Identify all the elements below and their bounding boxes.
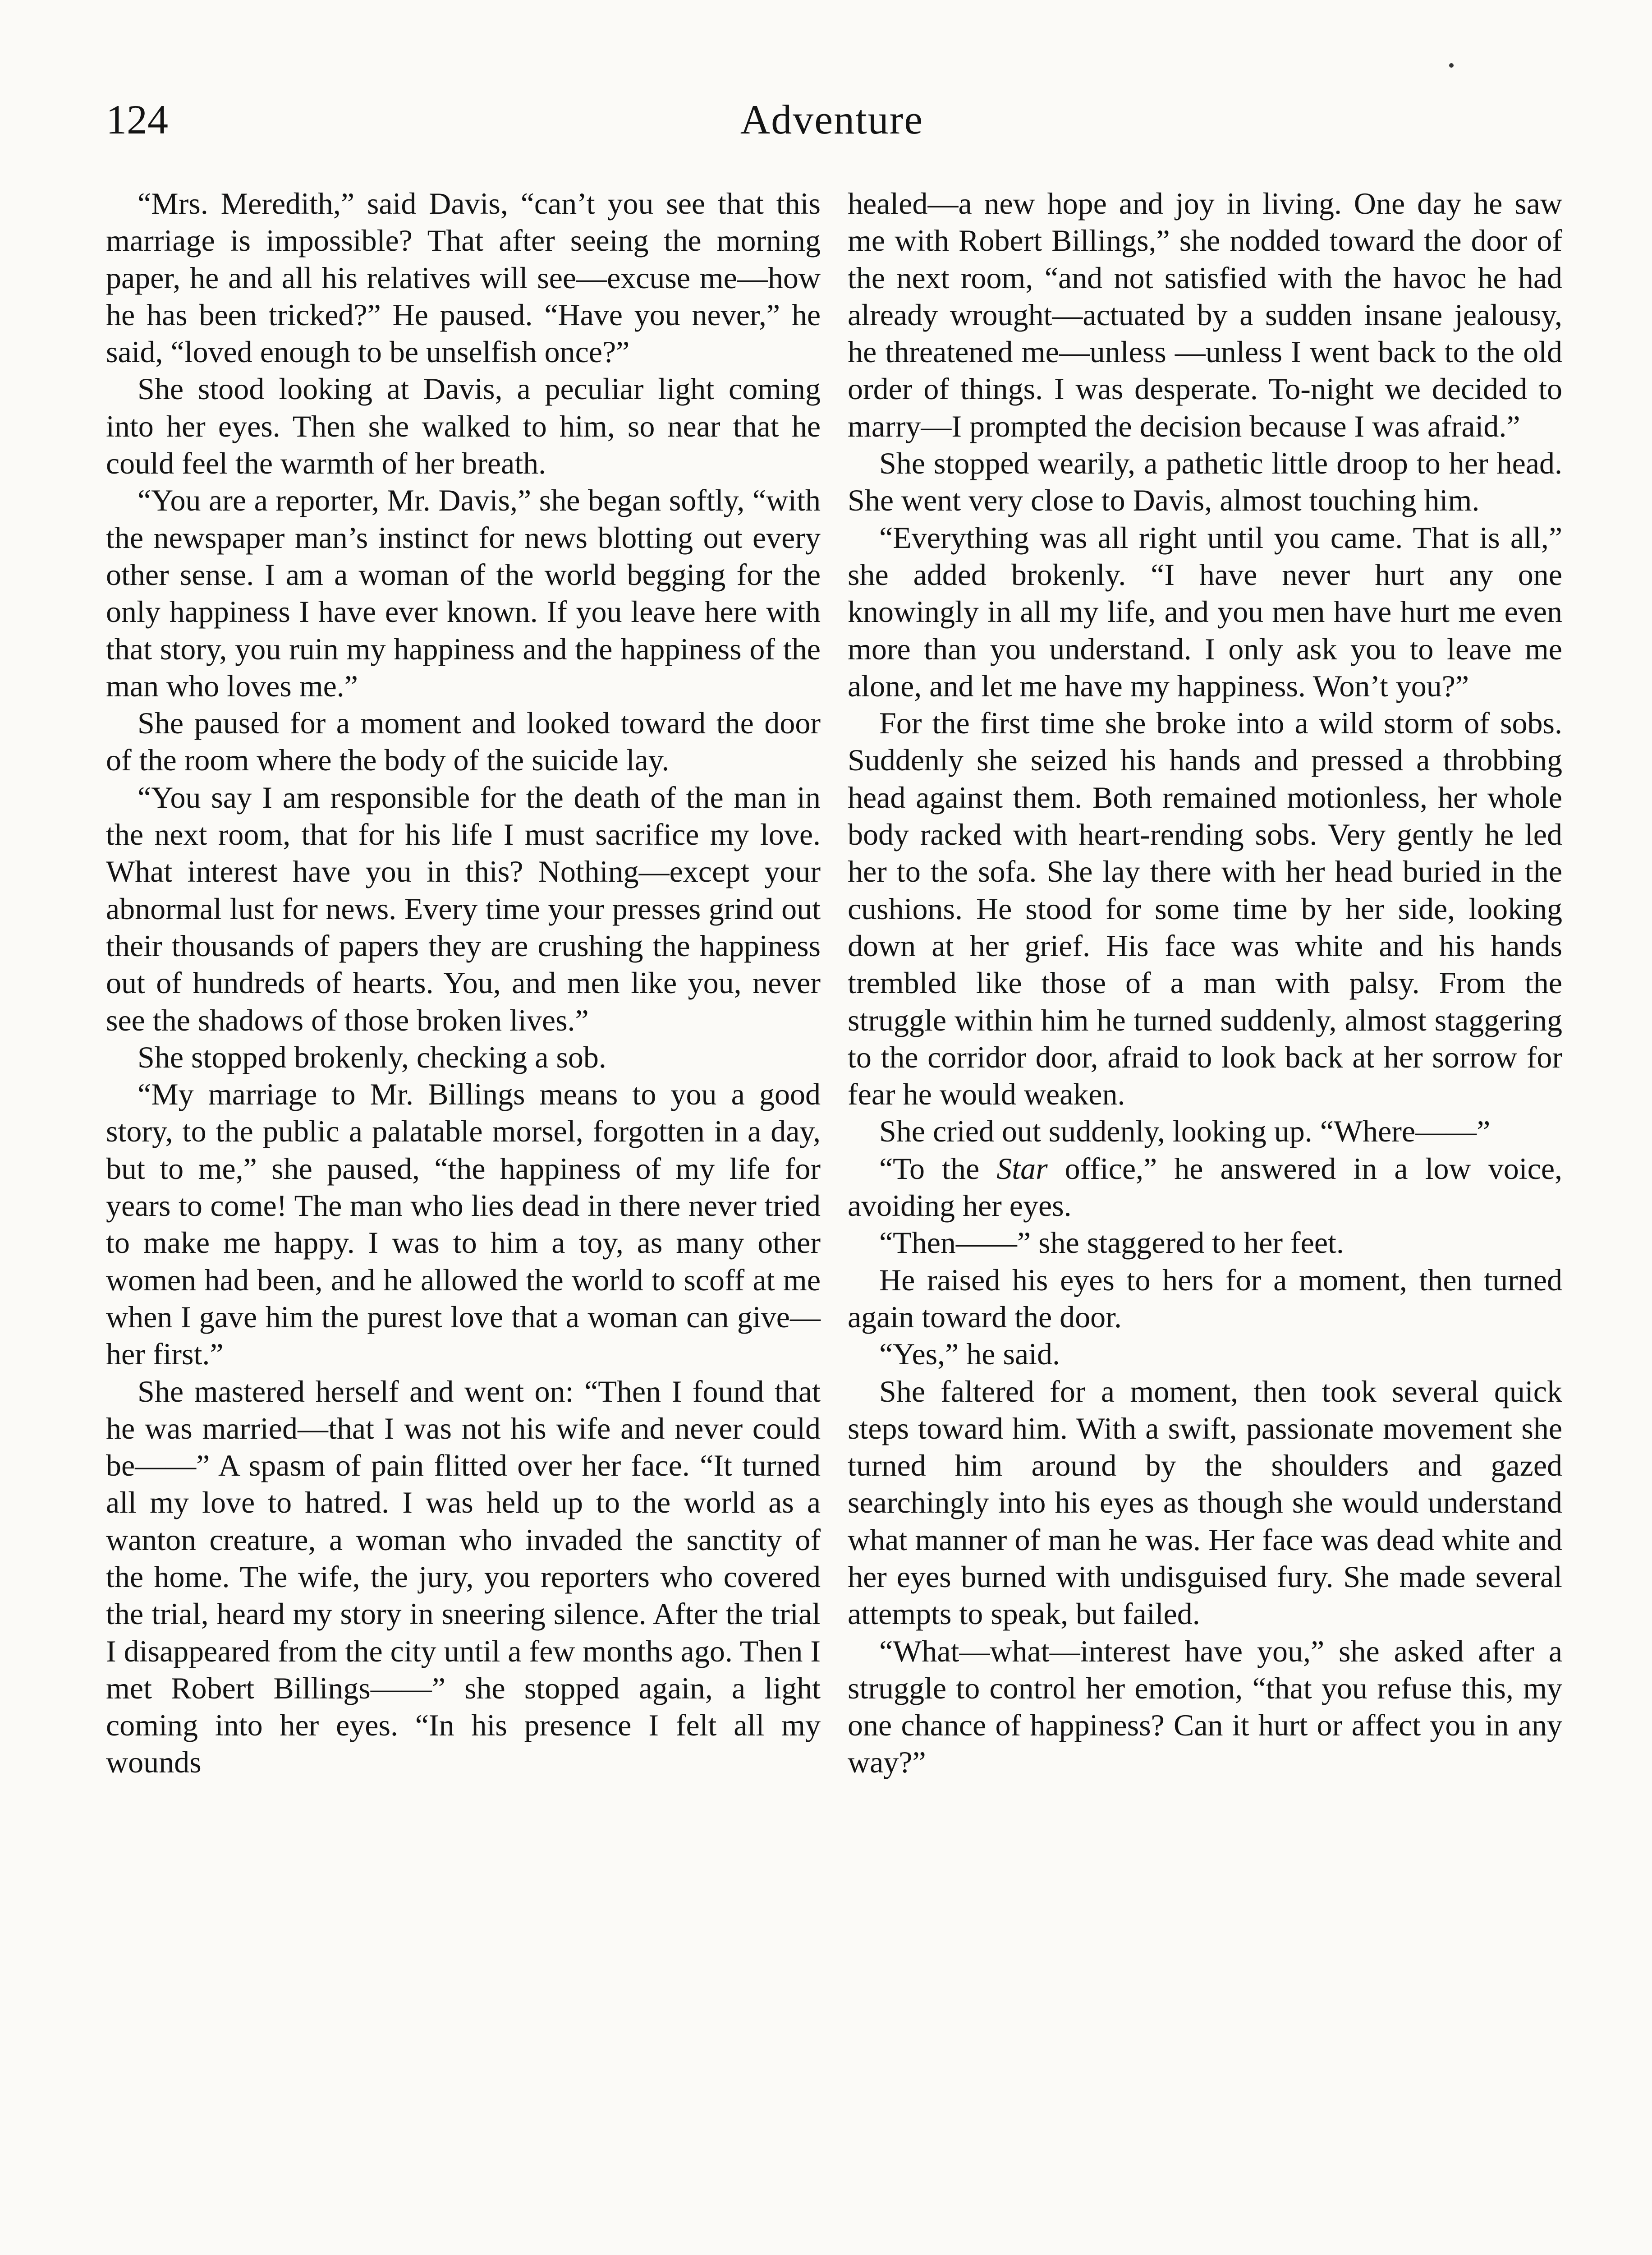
paragraph: She stopped brokenly, checking a sob.	[138, 1040, 606, 1074]
paragraph-star-office	[848, 1150, 1562, 1224]
paragraph: For the first time she broke into a wild storm of sobs. Suddenly she seized his hands and pressed a throbbing head against them. Both remained motionless, her whole body racked with heart-rending sobs. Very gently he led her to the sofa. She lay there with her head buried in the cushions. He stood for some time by her side, looking down at her grief. His face was white and his hands trembled like those of a man with palsy. From the struggle within him he turned suddenly, almost staggering to the corridor door, afraid to look back at her sorrow for fear he would weaken.	[848, 706, 1562, 1112]
paragraph: She stood looking at Davis, a peculiar light coming into her eyes. Then she walked to him, so near that he could feel the warmth of her breath.	[106, 372, 821, 481]
running-title: Adventure	[740, 97, 924, 143]
paragraph: She mastered herself and went on: “Then I found that he was married—that I was not his wife and never could be——” A spasm of pain flitted over her face. “It turned all my love to hatred. I was held up to the world as a wanton creature, a woman who invaded the sanctity of the home. The wife, the jury, you reporters who covered the trial, heard my story in sneering silence. After the trial I disappeared from the city until a few months ago. Then I met Robert Billings——” she stopped again, a light coming into her eyes. “In his presence I felt all my wounds	[106, 1374, 821, 1780]
text-run: “To the	[879, 1151, 997, 1186]
paragraph: “Yes,” he said.	[879, 1337, 1060, 1371]
paragraph: He raised his eyes to hers for a moment, then turned again toward the door.	[848, 1262, 1562, 1334]
page-header	[106, 92, 1558, 160]
paragraph: She faltered for a moment, then took several quick steps toward him. With a swift, passionate movement she turned him around by the shoulders and gazed searchingly into his eyes as though she would understand what manner of man he was. Her face was dead white and her eyes burned with undisguised fury. She made several attempts to speak, but failed.	[848, 1374, 1562, 1631]
paragraph: “You say I am responsible for the death of the man in the next room, that for his life I must sacrifice my love. What interest have you in this? Nothing—except your abnormal lust for news. Every time your presses grind out their thousands of papers they are crushing the happiness out of hundreds of hearts. You, and men like you, never see the shadows of those broken lives.”	[106, 780, 821, 1037]
paragraph: “Everything was all right until you came. That is all,” she added brokenly. “I have never hurt any one knowingly in all my life, and you men have hurt me even more than you understand. I only ask you to leave me alone, and let me have my happiness. Won’t you?”	[848, 520, 1562, 703]
paragraph: “Then——” she staggered to her feet.	[879, 1225, 1344, 1260]
paragraph: She cried out suddenly, looking up. “Where——”	[879, 1114, 1491, 1149]
paragraph: “Mrs. Meredith,” said Davis, “can’t you see that this marriage is impossible? That after seeing the morning paper, he and all his relatives will see—excuse me—how he has been tricked?” He paused. “Have you never,” he said, “loved enough to be unselfish once?”	[106, 186, 821, 369]
page-number: 124	[106, 97, 168, 143]
paragraph: “You are a reporter, Mr. Davis,” she began softly, “with the newspaper man’s instinct for news blotting out every other sense. I am a woman of the world begging for the only happiness I have ever known. If you leave here with that story, you ruin my happiness and the happiness of the man who loves me.”	[106, 483, 821, 703]
ink-speck	[1449, 63, 1454, 68]
newspaper-name: Star	[996, 1151, 1048, 1186]
paragraph-continuation: healed—a new hope and joy in living. One day he saw me with Robert Billings,” she nodded toward the door of the next room, “and not satisfied with the havoc he had already wrought—actuated by a sudden insane jealousy, he threatened me—unless —unless I went back to the old order of things. I was desperate. To-night we decided to marry—I prompted the decision because I was afraid.”	[848, 186, 1562, 443]
paragraph: She stopped wearily, a pathetic little droop to her head. She went very close to Davis, almost touching him.	[848, 446, 1562, 518]
paragraph: “My marriage to Mr. Billings means to you a good story, to the public a palatable morsel, forgotten in a day, but to me,” she paused, “the happiness of my life for years to come! The man who lies dead in there never tried to make me happy. I was to him a toy, as many other women had been, and he allowed the world to scoff at me when I gave him the purest love that a woman can give—her first.”	[106, 1077, 821, 1371]
left-column	[106, 185, 821, 1781]
paragraph: She paused for a moment and looked toward the door of the room where the body of the suicide lay.	[106, 706, 821, 778]
text-run: office,” he answered in a low voice, avoiding her eyes.	[848, 1151, 1562, 1223]
right-column	[848, 185, 1562, 1781]
paragraph: “What—what—interest have you,” she asked after a struggle to control her emotion, “that you refuse this, my one chance of happiness? Can it hurt or affect you in any way?”	[848, 1634, 1562, 1780]
